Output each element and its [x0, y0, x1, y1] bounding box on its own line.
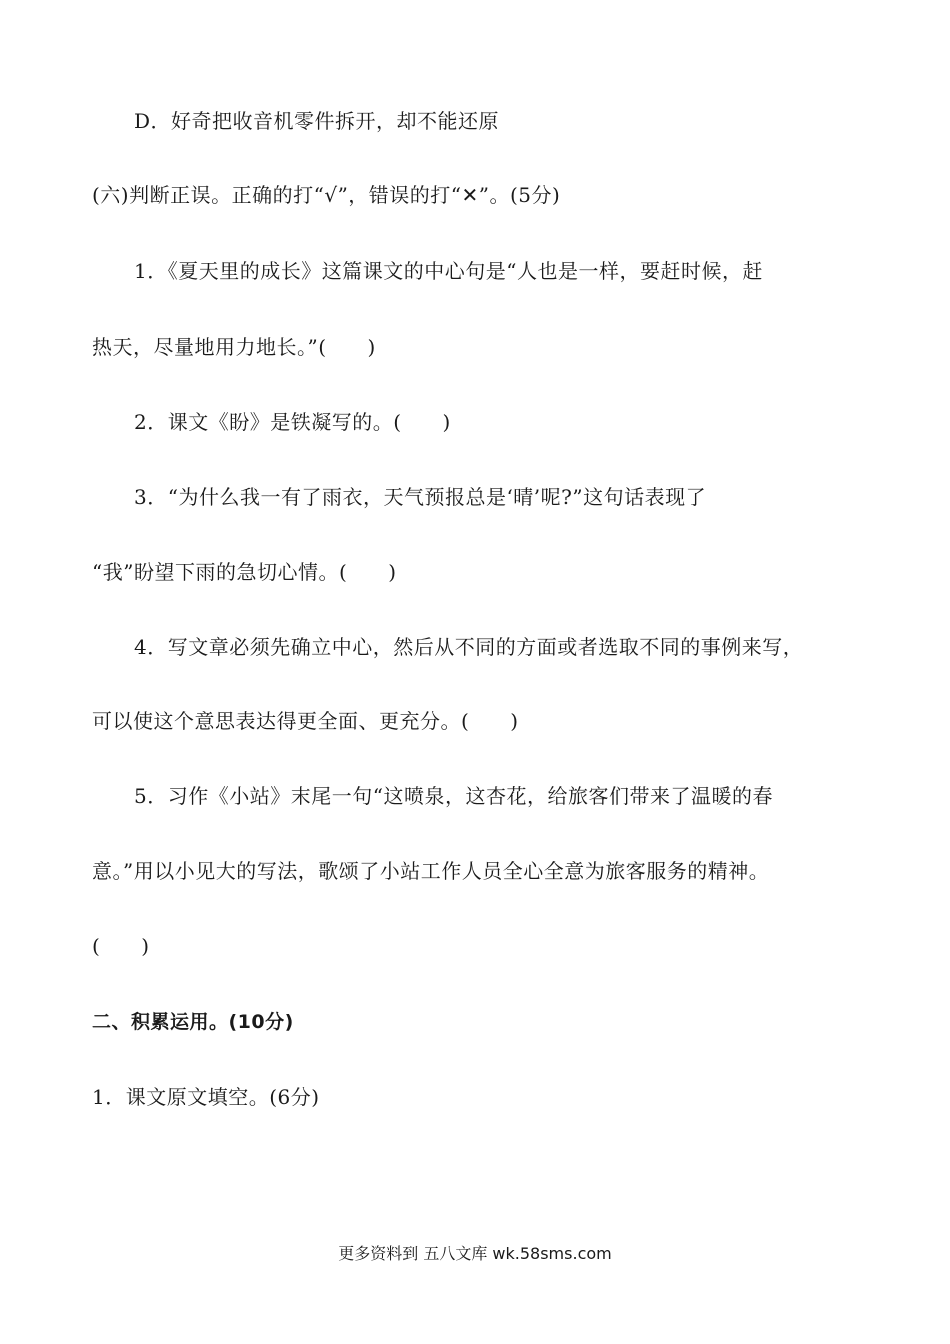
item-3-line-2: “我”盼望下雨的急切心情。( )	[92, 560, 397, 584]
item-5-line-3: ( )	[92, 934, 150, 958]
item-4-line-1: 4．写文章必须先确立中心，然后从不同的方面或者选取不同的事例来写，	[134, 635, 804, 659]
section-two-sub1: 1．课文原文填空。(6分)	[92, 1085, 320, 1109]
item-2-line-1: 2．课文《盼》是铁凝写的。( )	[134, 410, 451, 434]
item-1-line-1: 1．《夏天里的成长》这篇课文的中心句是“人也是一样，要赶时候，赶	[134, 259, 763, 283]
option-d: D．好奇把收音机零件拆开，却不能还原	[134, 109, 500, 133]
item-5-line-1: 5．习作《小站》末尾一句“这喷泉，这杏花，给旅客们带来了温暖的春	[134, 784, 773, 808]
item-4-line-2: 可以使这个意思表达得更全面、更充分。( )	[92, 709, 519, 733]
item-5-line-2: 意。”用以小见大的写法，歌颂了小站工作人员全心全意为旅客服务的精神。	[92, 859, 770, 883]
footer-text: 更多资料到 五八文库 wk.58sms.com	[338, 1244, 612, 1263]
section-six-heading: (六)判断正误。正确的打“√”，错误的打“✕”。(5分)	[92, 183, 561, 207]
item-1-line-2: 热天，尽量地用力地长。”( )	[92, 335, 376, 359]
section-two-heading: 二、积累运用。(10分)	[92, 1011, 294, 1033]
item-3-line-1: 3．“为什么我一有了雨衣，天气预报总是‘晴’呢?”这句话表现了	[134, 485, 707, 509]
